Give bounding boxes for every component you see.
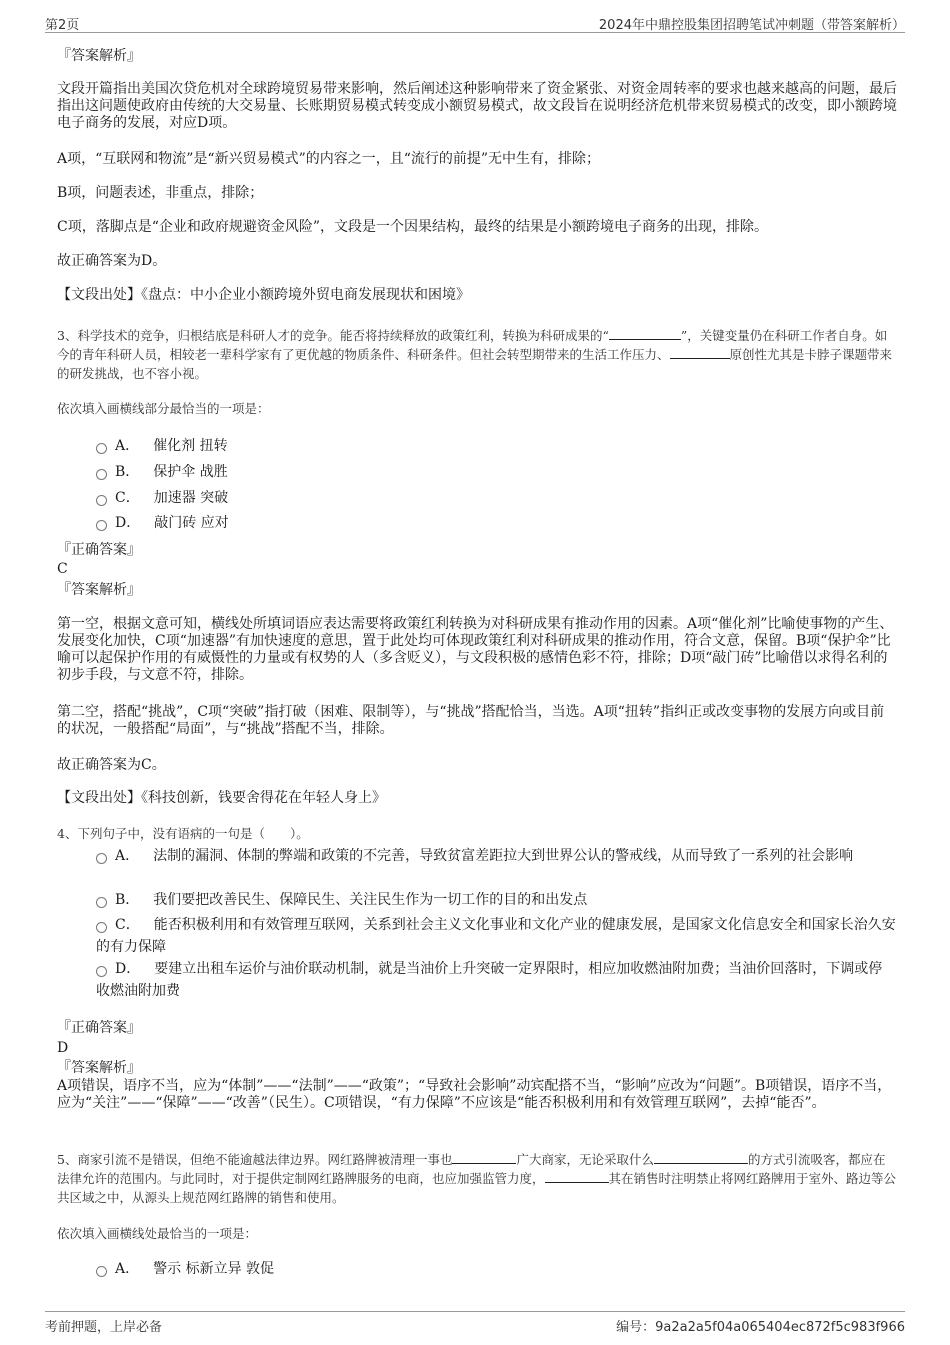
q3-prompt: 依次填入画横线部分最恰当的一项是： [57, 401, 270, 416]
q5-blank-3 [545, 1170, 609, 1183]
q2-analysis-label: 『答案解析』 [57, 48, 141, 64]
q3-blank-1 [609, 327, 681, 340]
radio-icon[interactable] [96, 853, 107, 864]
footer-code: 编号：9a2a2a5f04a065404ec872f5c983f966 [616, 1320, 905, 1335]
q3-analysis-p3: 故正确答案为C。 [57, 757, 166, 773]
q3-option-b[interactable]: B． 保护伞 战胜 [96, 461, 896, 483]
radio-icon[interactable] [96, 1266, 107, 1277]
q2-analysis-p1: 文段开篇指出美国次贷危机对全球跨境贸易带来影响，然后阐述这种影响带来了资金紧张、对资金周转率的要求也越来越高的问题，最后指出这问题使政府由传统的大交易量、长账期贸易模式转变成小额贸易模式，故文段旨在说明经济危机带来贸易模式的改变，即小额跨境电子商务的发展，对应D项。 [57, 81, 897, 131]
q4-option-a[interactable]: A． 法制的漏洞、体制的弊端和政策的不完善，导致贫富差距拉大到世界公认的警戒线，从而导致了一系列的社会影响 [96, 845, 896, 867]
q3-option-a[interactable]: A． 催化剂 扭转 [96, 435, 896, 457]
q4-stem: 4、下列句子中，没有语病的一句是（ ）。 [57, 826, 309, 841]
page-footer [45, 1311, 905, 1338]
q4-answer-label: 『正确答案』 [57, 1020, 141, 1036]
q3-answer: C [57, 561, 68, 577]
page-number: 第2页 [45, 18, 80, 33]
q4-analysis-label: 『答案解析』 [57, 1060, 141, 1076]
q5-stem: 5、商家引流不是错误，但绝不能逾越法律边界。网红路牌被清理一事也 广大商家，无论采取什么 的方式引流吸客，都应在法律允许的范围内。与此同时，对于提供定制网红路牌服务的电商，也应加强监管力度， 其在销售时注明禁止将网红路牌用于室外、路边等公共区域之中，从源头上规范网红路牌的销售和使用。 [57, 1152, 897, 1205]
q4-analysis: A项错误，语序不当，应为“体制”——“法制”——“政策”；“导致社会影响”动宾配搭不当，“影响”应改为“问题”。B项错误，语序不当，应为“关注”——“保障”——“改善”（民生）。C项错误，“有力保障”不应该是“能否积极利用和有效管理互联网”，去掉“能否”。 [57, 1078, 892, 1111]
q4-answer: D [57, 1040, 69, 1056]
q2-analysis-p3: B项，问题表述，非重点，排除； [57, 185, 264, 201]
radio-icon[interactable] [96, 495, 107, 506]
q3-option-d[interactable]: D． 敲门砖 应对 [96, 512, 896, 534]
q5-blank-2 [654, 1151, 748, 1164]
radio-icon[interactable] [96, 897, 107, 908]
radio-icon[interactable] [96, 443, 107, 454]
document-title: 2024年中鼎控股集团招聘笔试冲刺题（带答案解析） [598, 18, 905, 33]
q4-option-c[interactable]: C． 能否积极利用和有效管理互联网，关系到社会主义文化事业和文化产业的健康发展，是国家文化信息安全和国家长治久安的有力保障 [96, 917, 896, 955]
q3-analysis-label: 『答案解析』 [57, 582, 141, 598]
radio-icon[interactable] [96, 520, 107, 531]
q4-option-d[interactable]: D． 要建立出租车运价与油价联动机制，就是当油价上升突破一定界限时，相应加收燃油附加费；当油价回落时，下调或停收燃油附加费 [96, 961, 883, 999]
q3-analysis-p1: 第一空，根据文意可知，横线处所填词语应表达需要将政策红利转换为对科研成果有推动作用的因素。A项“催化剂”比喻使事物的产生、发展变化加快，C项“加速器”有加快速度的意思，置于此处均可体现政策红利对科研成果的推动作用，符合文意，保留。B项“保护伞”比喻可以起保护作用的有威慑性的力量或有权势的人（多含贬义），与文段积极的感情色彩不符，排除；D项“敲门砖”比喻借以求得名利的初步手段，与文意不符，排除。 [57, 616, 894, 683]
q2-analysis-p4: C项，落脚点是“企业和政府规避资金风险”，文段是一个因果结构，最终的结果是小额跨境电子商务的出现，排除。 [57, 219, 769, 235]
footer-slogan: 考前押题，上岸必备 [45, 1320, 163, 1335]
q2-analysis-p5: 故正确答案为D。 [57, 253, 167, 269]
q2-source: 【文段出处】《盘点：中小企业小额跨境外贸电商发展现状和困境》 [57, 287, 470, 303]
radio-icon[interactable] [96, 469, 107, 480]
q3-option-c[interactable]: C． 加速器 突破 [96, 487, 896, 509]
q3-analysis-p2: 第二空，搭配“挑战”，C项“突破”指打破（困难、限制等），与“挑战”搭配恰当，当选。A项“扭转”指纠正或改变事物的发展方向或目前的状况，一般搭配“局面”，与“挑战”搭配不当，排除。 [57, 704, 885, 737]
q5-option-a[interactable]: A． 警示 标新立异 敦促 [96, 1258, 896, 1280]
q3-blank-2 [670, 346, 730, 359]
q3-answer-label: 『正确答案』 [57, 542, 141, 558]
page-header [45, 10, 905, 33]
q5-blank-1 [452, 1151, 516, 1164]
radio-icon[interactable] [96, 922, 107, 933]
q3-source: 【文段出处】《科技创新，钱要舍得花在年轻人身上》 [57, 790, 386, 806]
q4-option-b[interactable]: B． 我们要把改善民生、保障民生、关注民生作为一切工作的目的和出发点 [96, 889, 896, 911]
q5-prompt: 依次填入画横线处最恰当的一项是： [57, 1226, 258, 1241]
radio-icon[interactable] [96, 966, 107, 977]
q3-stem: 3、科学技术的竞争，归根结底是科研人才的竞争。能否将持续释放的政策红利，转换为科研成果的“ ”，关键变量仍在科研工作者自身。如今的青年科研人员，相较老一辈科学家有了更优越的物质条件、科研条件。但社会转型期带来的生活工作压力、 原创性尤其是卡脖子课题带来的研发挑战，也不容小视。 [57, 328, 893, 381]
q2-analysis-p2: A项，“互联网和物流”是“新兴贸易模式”的内容之一，且“流行的前提”无中生有，排除； [57, 151, 601, 167]
